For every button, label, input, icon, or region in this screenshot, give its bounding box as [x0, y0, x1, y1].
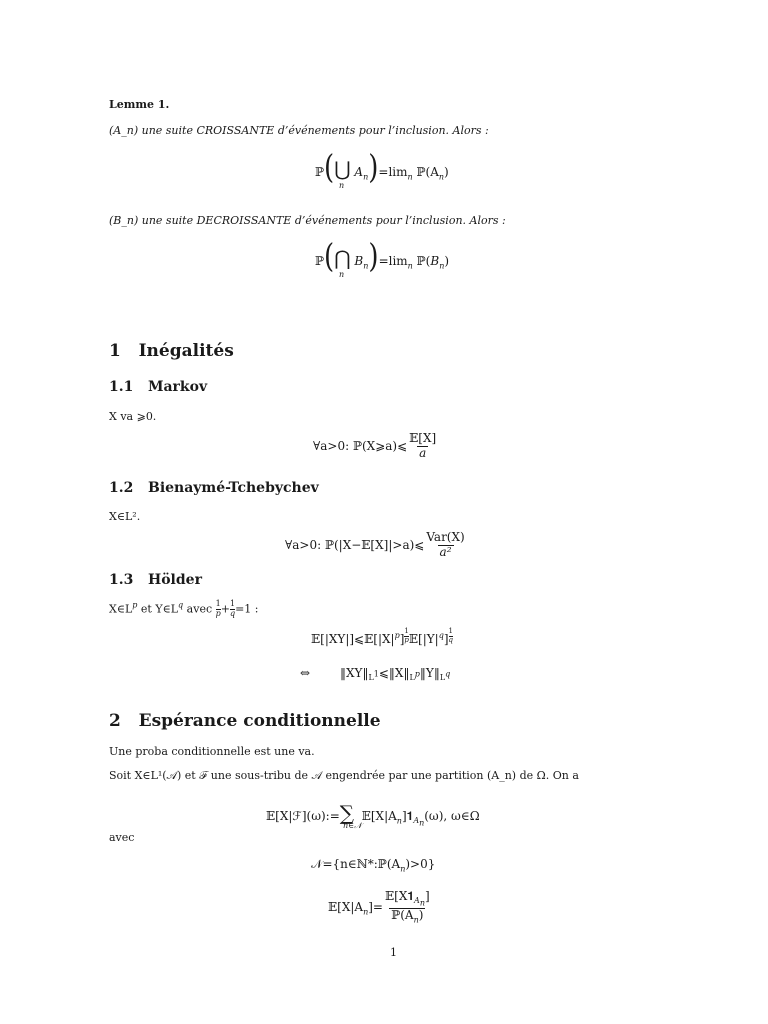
section-title: Espérance conditionnelle [138, 711, 381, 731]
bienayme-numerator: Var(X) [426, 530, 465, 544]
lim-text: =lim [378, 165, 408, 179]
section-1-heading [109, 341, 234, 361]
section-2-intro: Une proba conditionnelle est une va. [109, 745, 315, 758]
ce-rhs: ]𝟏 [401, 809, 414, 823]
conditional-on-event-formula: $𝔼[X|A_n]=$ $\frac{𝔼[X𝟏_{A_n}]}{ℙ(A_n)}$ [328, 889, 430, 925]
subsection-number: 1.3 [109, 572, 134, 588]
conditional-expectation-definition: 𝔼[X|ℱ](ω):=∑ $𝔼[X|A_n]𝟏_{A_n}(\omega)$, ω∈Ω [266, 801, 480, 828]
holder-inequality-1: $𝔼[|XY|]⩽𝔼[|X|^p]$ $^{\frac{1}{p}}$ $𝔼[|Y|^q]$ $^{\frac{1}{q}}$ [311, 627, 454, 647]
subsection-title: Markov [147, 379, 208, 395]
lim-text: =lim [378, 254, 408, 268]
prob-symbol: ℙ [315, 165, 325, 179]
holder-hyp-part: =1 : [235, 602, 259, 616]
section-2-heading [109, 711, 381, 731]
holder-line1-part: ] [443, 632, 449, 647]
section-number: 2 [109, 711, 121, 731]
subsection-markov-heading [109, 379, 207, 395]
cond-lhs: 𝔼[X|A [328, 899, 364, 914]
markov-inequality [313, 432, 438, 461]
section-number: 1 [109, 341, 121, 361]
holder-line2-part: ‖XY‖ [340, 666, 369, 680]
bienayme-lhs: ∀a>0: ℙ(|X−𝔼[X]|>a)⩽ [285, 537, 425, 552]
prob-symbol: ℙ [315, 254, 325, 268]
lemma-increasing-sentence: (A_n) une suite CROISSANTE d’événements pour l’inclusion. Alors : [109, 124, 489, 137]
cond-numerator: ] [424, 889, 430, 903]
ce-lhs: 𝔼[X|ℱ](ω):= [266, 809, 340, 823]
subsection-number: 1.2 [109, 480, 134, 496]
ce-rhs: (ω), ω∈Ω [424, 809, 480, 823]
union-index: n [339, 181, 345, 190]
holder-line2-part: ⩽‖X‖ [378, 666, 410, 680]
subsection-bienayme-heading [109, 480, 319, 496]
bienayme-inequality [285, 531, 467, 560]
set-def-part: )>0} [405, 857, 436, 871]
markov-denominator: a [419, 445, 427, 460]
lemma-title: Lemme 1. [109, 98, 170, 111]
section-2-setup: Soit X∈L¹(𝒜) et ℱ une sous-tribu de 𝒜 engendrée par une partition (A_n) de Ω. On a [109, 769, 579, 782]
set-def-part: 𝒩={n∈ℕ*:ℙ(A [311, 857, 401, 871]
holder-line1-part: 𝔼[|Y| [408, 632, 439, 647]
cond-lhs: ]= [368, 899, 383, 914]
holder-equivalence-symbol: ⇔ [300, 666, 311, 680]
lemma-decreasing-text [109, 214, 506, 227]
holder-line2-part: ‖Y‖ [419, 666, 440, 680]
intersection-index: n [339, 270, 345, 279]
subsection-title: Bienaymé-Tchebychev [147, 480, 319, 496]
bienayme-denominator: a² [439, 544, 452, 559]
lemma-increasing-formula: ℙ(⋃ $A_n)=\lim_n$ $ℙ(A_n)$ [315, 149, 449, 187]
formula-term: A [354, 165, 364, 179]
lemma-decreasing-formula: ℙ(⋂ $B_n)=\lim_n$ $ℙ(B_n)$ [315, 238, 450, 276]
lemma-decreasing-sentence: (B_n) une suite DECROISSANTE d’événements pour l’inclusion. Alors : [109, 214, 506, 227]
holder-hyp-part: X∈L [109, 602, 133, 616]
intersection-operator: ⋂ [334, 246, 351, 270]
subsection-title: Hölder [147, 572, 202, 588]
cond-numerator: 𝔼[X𝟏 [385, 889, 415, 903]
sum-index: n∈𝒩 [343, 821, 362, 830]
holder-line1-part: 𝔼[|XY|]⩽𝔼[|X| [311, 632, 395, 647]
markov-numerator: 𝔼[X] [409, 431, 437, 445]
page-number: 1 [390, 946, 397, 959]
union-operator: ⋃ [334, 157, 351, 181]
sum-operator: ∑ [339, 801, 355, 825]
avec-text: avec [109, 831, 135, 844]
holder-hyp-part: avec [183, 602, 216, 616]
holder-line1-part: ] [399, 632, 405, 647]
index-set-definition: $𝒩=\{n\in ℕ*:ℙ(A_n)>0\}$ [311, 857, 436, 874]
holder-hyp-part: et Y∈L [137, 602, 179, 616]
formula-term: B [354, 254, 364, 268]
section-title: Inégalités [138, 341, 234, 361]
cond-denominator: ) [418, 908, 424, 923]
ce-rhs: 𝔼[X|A [361, 809, 397, 823]
markov-hypothesis: X va ⩾0. [109, 410, 157, 423]
markov-lhs: ∀a>0: ℙ(X⩾a)⩽ [313, 438, 408, 453]
holder-inequality-2: $‖XY‖_{L^1}⩽‖X‖_{L^p}‖Y‖_{L^q}$ [340, 666, 451, 683]
holder-hypothesis: $X\in L^p$ et $Y\in L^q$ avec $\frac{1}{p}$ + $\frac{1}{q}$ =1 : [109, 599, 259, 618]
rhs-text: ℙ(A [416, 165, 439, 179]
bienayme-hypothesis: X∈L². [109, 510, 141, 523]
subsection-number: 1.1 [109, 379, 134, 395]
lemma-increasing-text [109, 124, 489, 137]
subsection-holder-heading [109, 572, 202, 588]
cond-denominator: ℙ(A [391, 908, 414, 923]
